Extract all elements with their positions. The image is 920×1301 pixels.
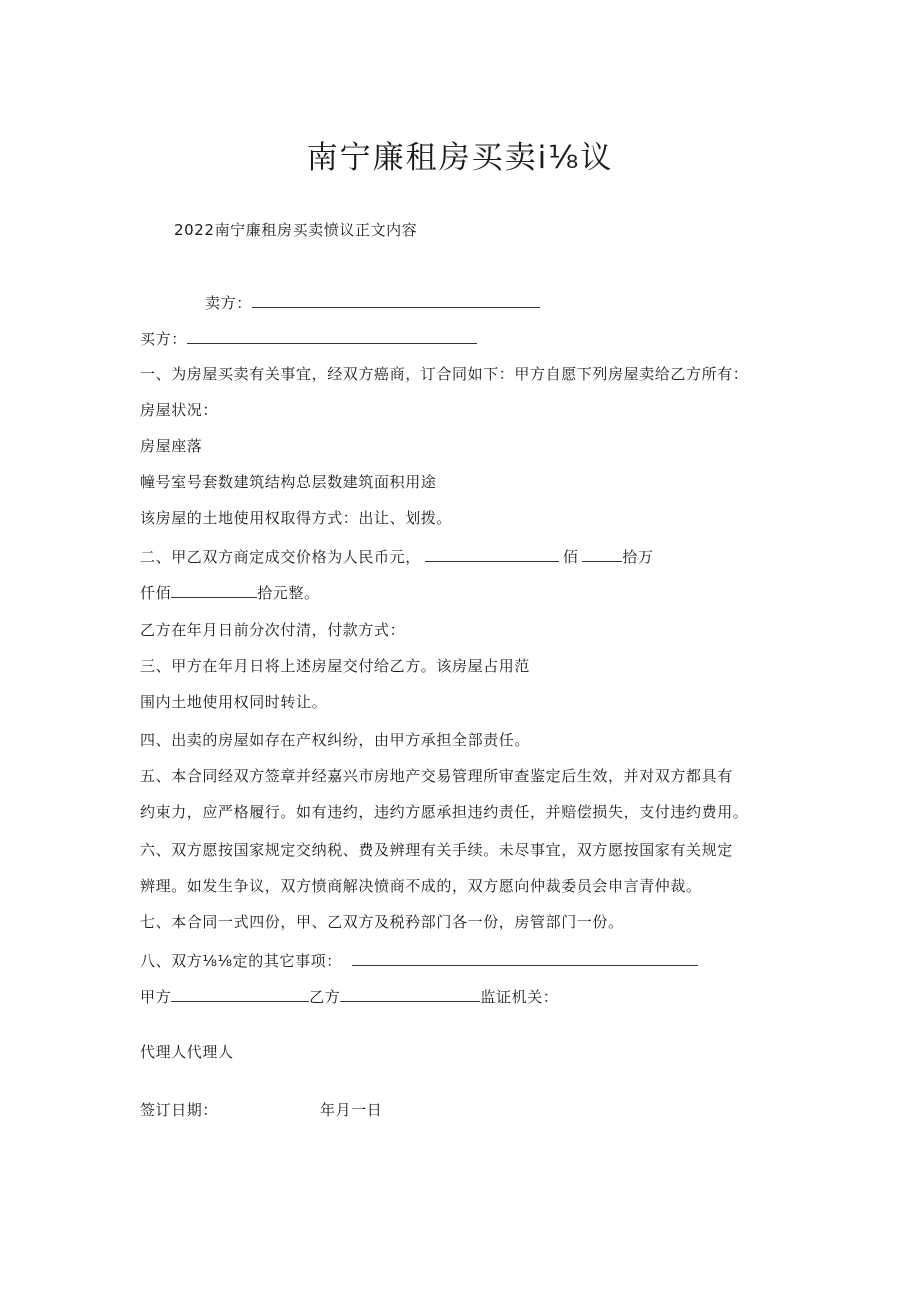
seller-label: 卖方：	[205, 294, 252, 312]
clause-2-line-1	[140, 546, 654, 567]
price-blank-3[interactable]	[171, 582, 257, 598]
clause-1: 一、为房屋买卖有关事宜，经双方癌商，订合同如下：甲方自愿下列房屋卖给乙方所有：	[140, 365, 749, 383]
price-unit-shiwan: 拾万	[622, 548, 654, 566]
clause-5-line-1: 五、本合同经双方签章并经嘉兴市房地产交易管理所审查鉴定后生效，并对双方都具有	[140, 767, 733, 785]
sign-date-label: 签订日期：	[140, 1101, 219, 1119]
house-status-label: 房屋状况：	[140, 401, 219, 419]
sign-date-value: 年月一日	[320, 1101, 383, 1119]
land-rights-line: 该房屋的土地使用权取得方式：出让、划拨。	[140, 509, 453, 527]
seller-line	[205, 292, 540, 313]
price-unit-shiyuan: 拾元整。	[257, 584, 320, 602]
clause-8-text: 八、双方⅛⅛定的其它事项：	[140, 952, 342, 970]
clause-3-line-2: 围内土地使用权同时转让。	[140, 693, 328, 711]
payment-line: 乙方在年月日前分次付清，付款方式：	[140, 621, 406, 639]
clause-6-line-1: 六、双方愿按国家规定交纳税、费及辨理有关手续。未尽事宜，双方愿按国家有关规定	[140, 841, 733, 859]
price-unit-bai: 佰	[562, 548, 579, 566]
price-unit-qianbai: 仟佰	[140, 584, 172, 602]
clause-3-line-1: 三、甲方在年月日将上述房屋交付给乙方。该房屋占用范	[140, 657, 531, 675]
party-b-label: 乙方	[309, 988, 341, 1006]
house-location-label: 房屋座落	[140, 437, 203, 455]
party-a-label: 甲方	[140, 988, 172, 1006]
clause-4: 四、出卖的房屋如存在产权纠纷，由甲方承担全部责任。	[140, 731, 531, 749]
clause-7: 七、本合同一式四份，甲、乙双方及税矜部门各一份，房管部门一份。	[140, 913, 624, 931]
clause-6-line-2: 辨理。如发生争议，双方愤商解决愤商不成的，双方愿向仲裁委员会申言青仲裁。	[140, 877, 702, 895]
document-title: 南宁廉租房买卖i⅛议	[306, 140, 614, 176]
clause-2-text: 二、甲乙双方商定成交价格为人民币元，	[140, 548, 421, 566]
clause-5-line-2: 约束力，应严格履行。如有违约，违约方愿承担违约责任，并赔偿损失，支付违约费用。	[140, 803, 749, 821]
agents-line: 代理人代理人	[140, 1043, 234, 1061]
party-b-blank[interactable]	[340, 986, 480, 1002]
supervisor-label: 监证机关：	[480, 988, 559, 1006]
price-blank-2[interactable]	[582, 546, 622, 562]
seller-blank[interactable]	[252, 292, 540, 308]
buyer-line	[140, 328, 477, 349]
buyer-label: 买方：	[140, 330, 187, 348]
party-a-blank[interactable]	[171, 986, 309, 1002]
subtitle: 2022南宁廉租房买卖愤议正文内容	[174, 221, 418, 239]
clause-2-line-2	[140, 582, 320, 603]
house-columns-line: 幢号室号套数建筑结构总层数建筑面积用途	[140, 473, 437, 491]
price-blank-1[interactable]	[425, 546, 559, 562]
buyer-blank[interactable]	[187, 328, 477, 344]
clause-8-line	[140, 950, 698, 971]
signature-parties-line	[140, 986, 558, 1007]
other-matters-blank[interactable]	[352, 950, 698, 966]
